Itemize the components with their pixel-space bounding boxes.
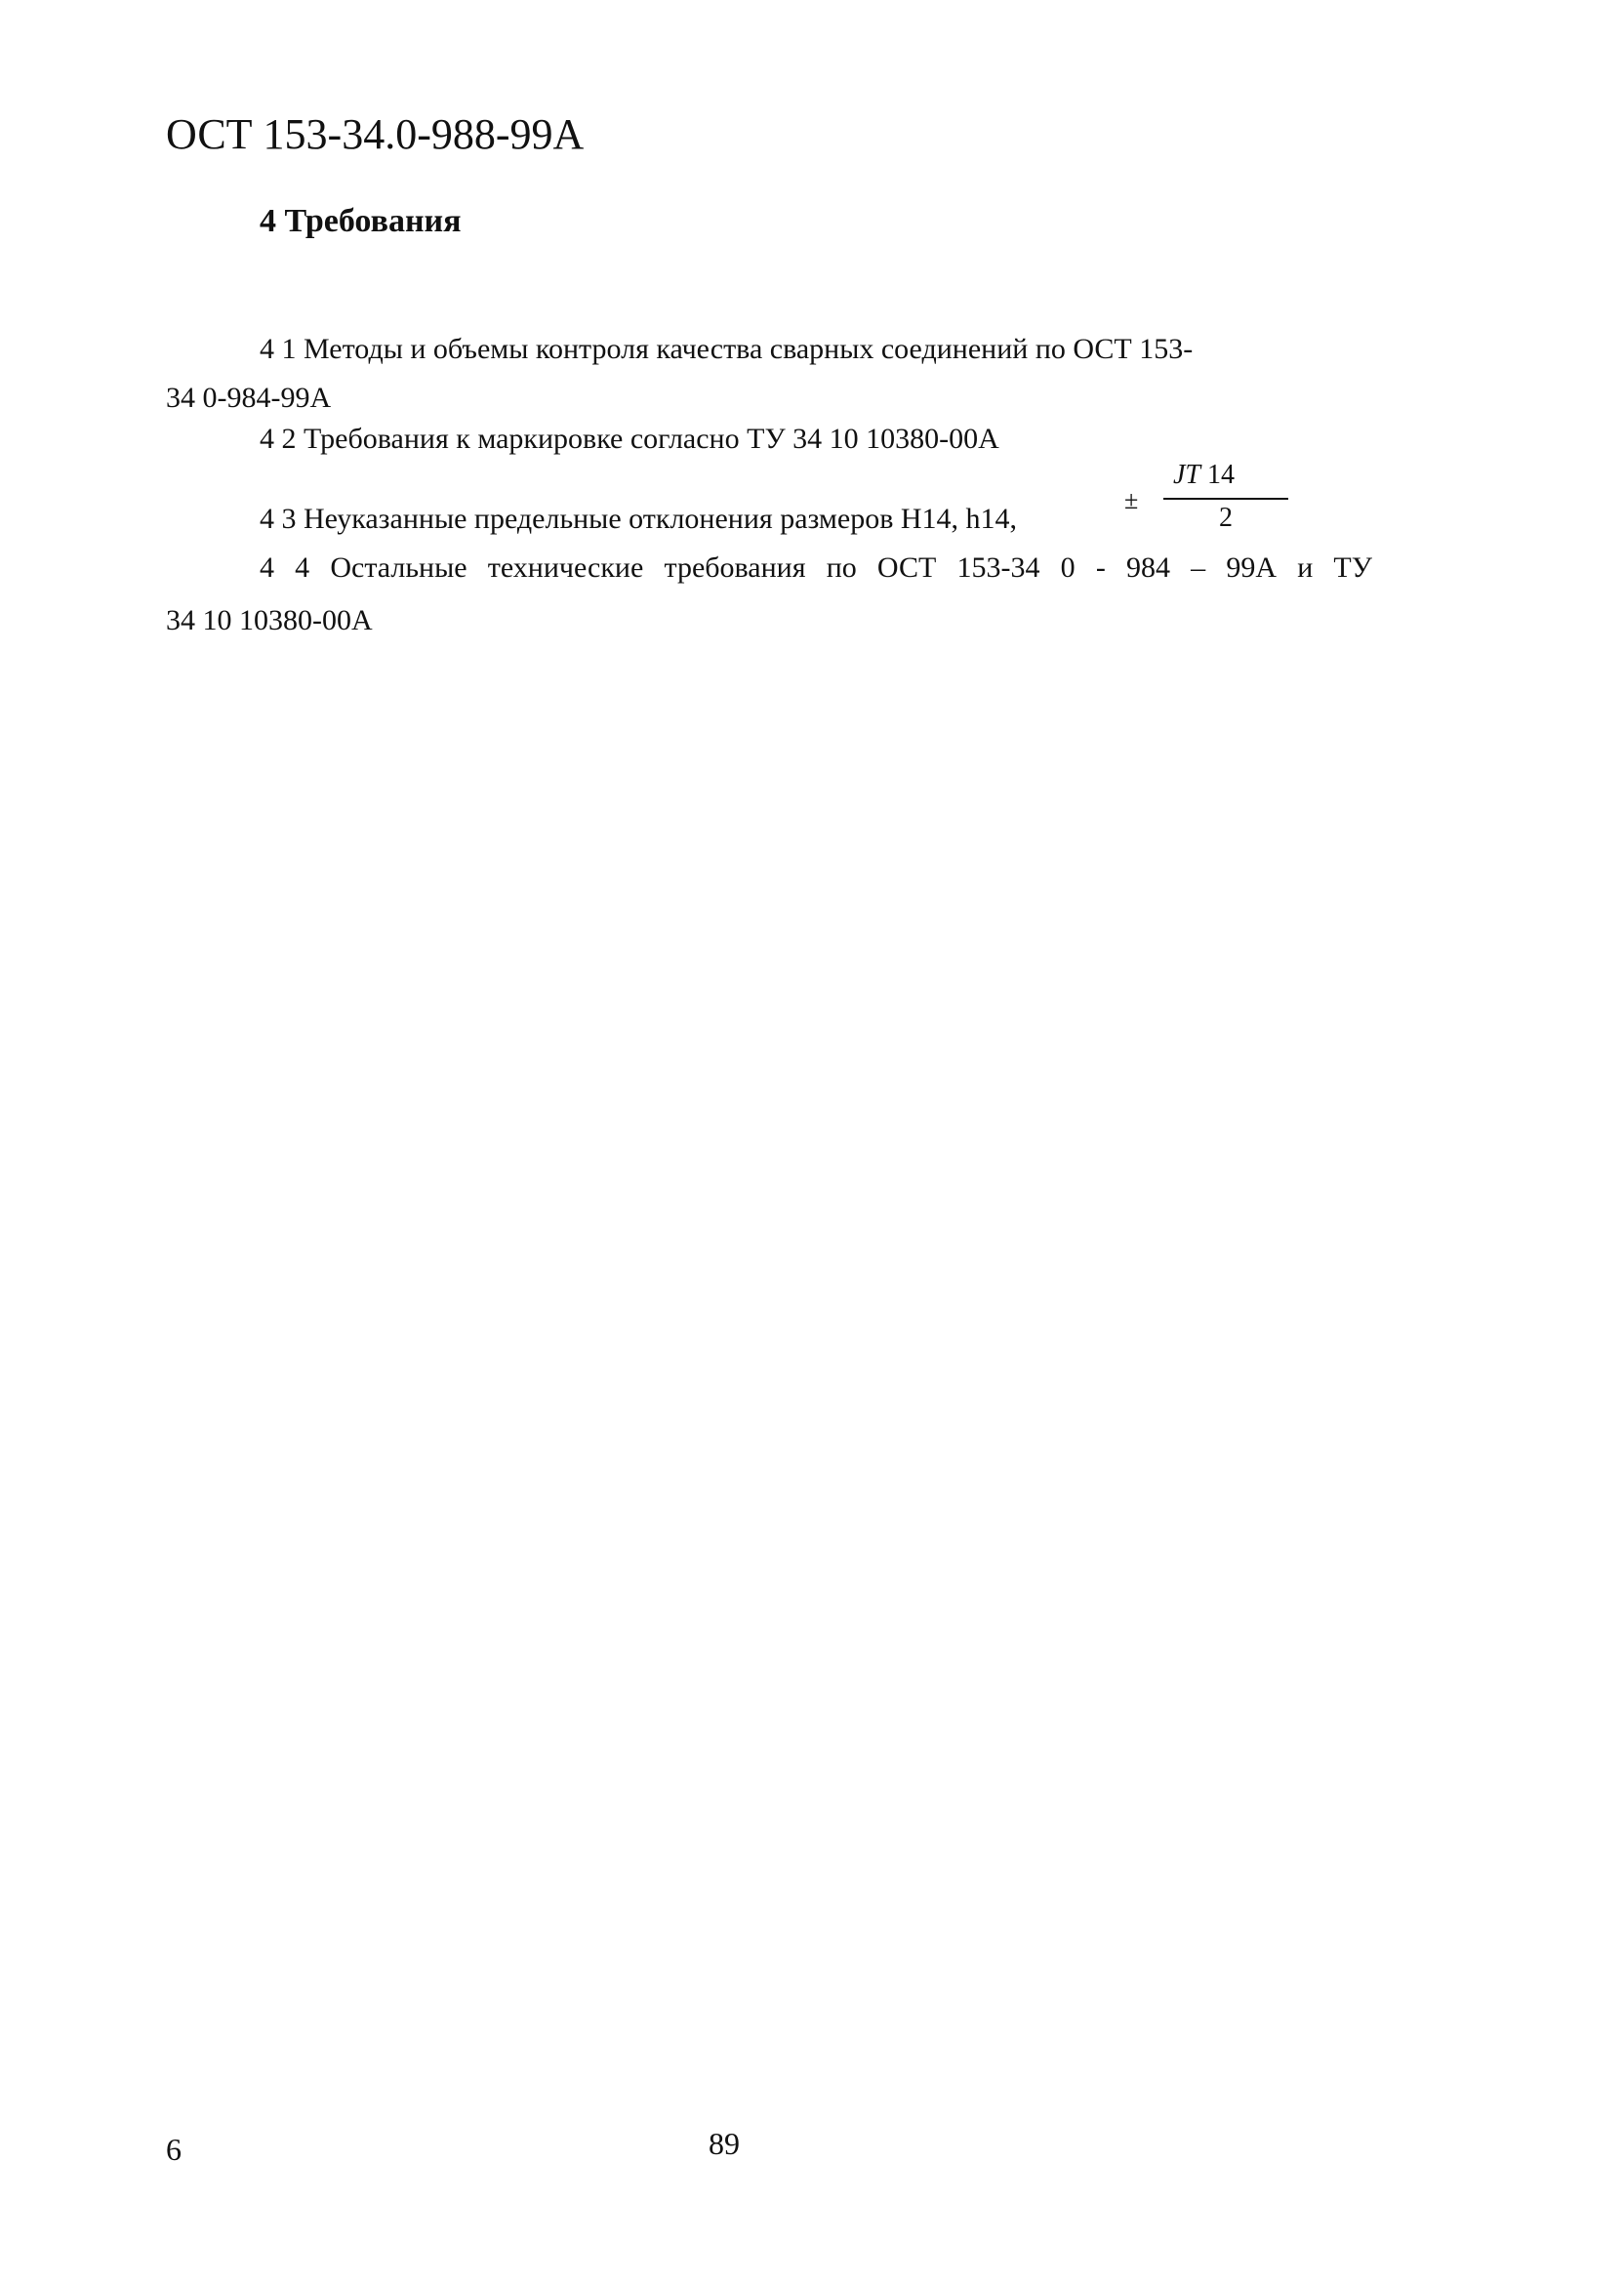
plus-minus-sign: ±	[1124, 486, 1139, 514]
page-number-left: 6	[166, 2132, 182, 2167]
fraction-numerator	[1173, 459, 1288, 492]
page-number-center: 89	[709, 2126, 740, 2161]
fraction-symbol: JT	[1173, 460, 1200, 490]
paragraph-4-1-line-1: 4 1 Методы и объемы контроля качества сварных соединений по ОСТ 153-	[260, 333, 1194, 365]
tolerance-fraction	[1163, 459, 1288, 537]
paragraph-4-2: 4 2 Требования к маркировке согласно ТУ 34 10 10380-00А	[260, 423, 999, 455]
section-heading: 4 Требования	[260, 203, 462, 239]
paragraph-4-3: 4 3 Неуказанные предельные отклонения размеров Н14, h14,	[260, 503, 1018, 535]
fraction-grade: 14	[1207, 460, 1235, 490]
paragraph-4-1-line-2: 34 0-984-99А	[166, 382, 332, 414]
paragraph-4-4-line-1: 4 4 Остальные технические требования по ОСТ 153-34 0 - 984 – 99А и ТУ	[260, 551, 1372, 584]
document-code: ОСТ 153-34.0-988-99А	[166, 110, 585, 158]
paragraph-4-4-line-2: 34 10 10380-00А	[166, 604, 373, 636]
fraction-bar	[1163, 498, 1288, 500]
fraction-denominator: 2	[1219, 503, 1233, 533]
